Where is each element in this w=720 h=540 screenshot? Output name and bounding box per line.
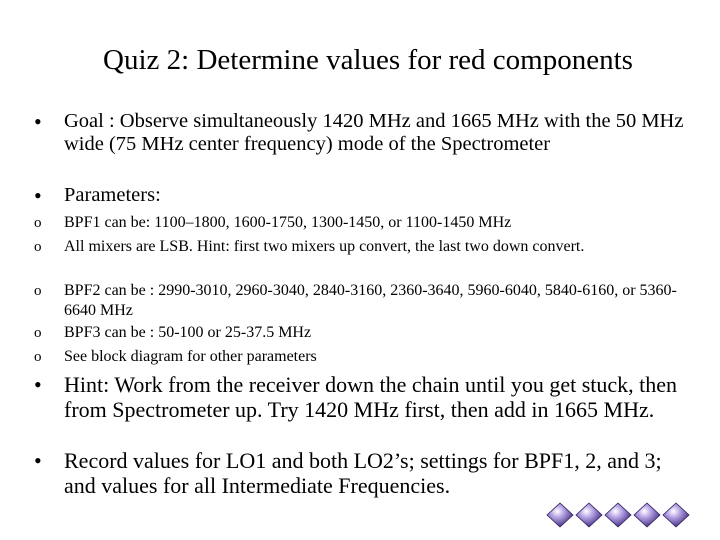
bullet-record [34,448,686,498]
bullet-parameters [34,184,686,207]
bullet-marker: • [34,109,42,134]
subbullet-text: See block diagram for other parameters [64,348,317,365]
subbullet-marker: o [34,349,42,365]
bullet-marker: • [34,183,42,208]
subbullet-marker: o [34,325,42,341]
subbullet-text: BPF3 can be : 50-100 or 25-37.5 MHz [64,324,312,341]
bullet-hint [34,372,686,422]
subbullet-block-diagram [34,347,686,367]
bullet-text: Goal : Observe simultaneously 1420 MHz and 1665 MHz with the 50 MHz wide (75 MHz center frequency) mode of the Spectrometer [64,110,684,155]
subbullet-bpf3 [34,323,686,343]
bead-1-icon [547,503,573,527]
subbullet-text: BPF2 can be : 2990-3010, 2960-3040, 2840-3160, 2360-3640, 5960-6040, 5840-6160, or 5360-6640 MHz [64,282,677,319]
bullet-text: Hint: Work from the receiver down the chain until you get stuck, then from Spectrometer up. Try 1420 MHz first, then add in 1665 MHz. [64,372,678,422]
slide-title: Quiz 2: Determine values for red components [103,44,633,76]
bullet-goal [34,110,686,156]
bullet-marker: • [34,372,42,397]
subbullet-marker: o [34,239,42,255]
subbullet-text: BPF1 can be: 1100–1800, 1600-1750, 1300-1450, or 1100-1450 MHz [64,214,512,231]
bullet-text: Record values for LO1 and both LO2’s; settings for BPF1, 2, and 3; and values for all Intermediate Frequencies. [64,448,662,498]
subbullet-bpf2 [34,281,686,321]
subbullet-marker: o [34,215,42,231]
bead-2-icon [576,503,602,527]
diamond-beads-decoration [546,500,696,530]
bullet-marker: • [34,448,42,473]
subbullet-mixers [34,237,686,257]
bullet-text: Parameters: [64,184,161,206]
bead-3-icon [605,503,631,527]
subbullet-text: All mixers are LSB. Hint: first two mixers up convert, the last two down convert. [64,238,585,255]
bead-5-icon [663,503,689,527]
subbullet-marker: o [34,283,42,299]
subbullet-bpf1 [34,213,686,233]
bead-4-icon [634,503,660,527]
